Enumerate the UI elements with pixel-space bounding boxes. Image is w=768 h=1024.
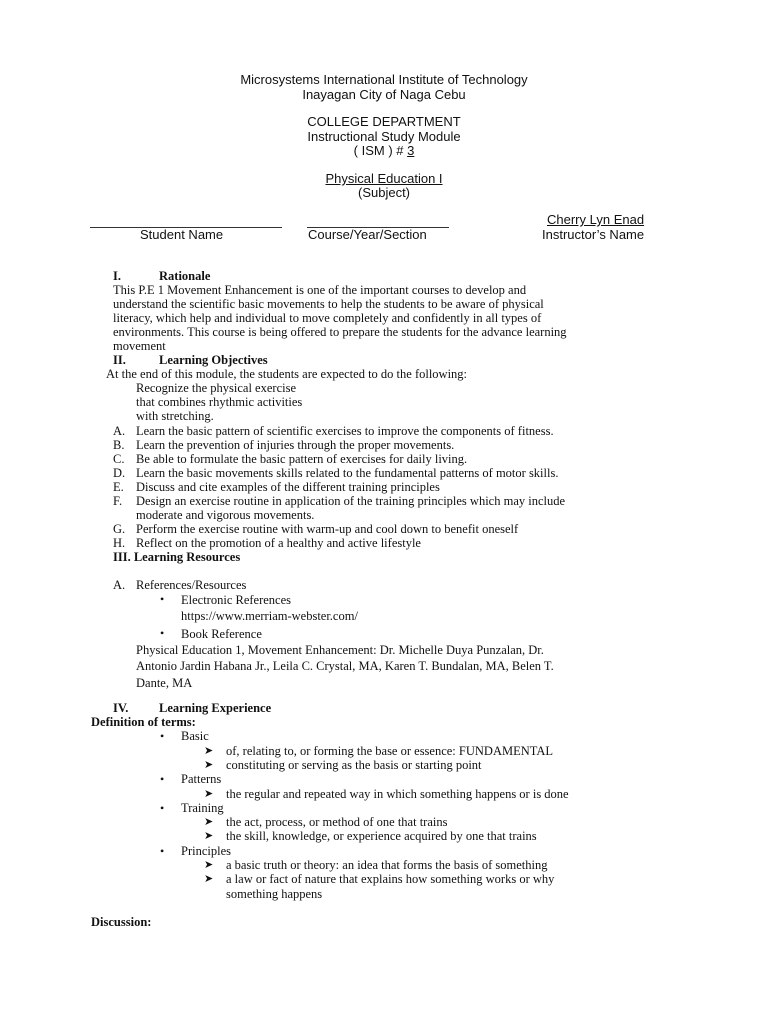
ism-number: 3 (407, 143, 415, 158)
term-definition-continuation: something happens (226, 887, 323, 901)
resources-label: References/Resources (136, 578, 247, 592)
objective-text: Learn the basic pattern of scientific exercises to improve the components of fitness. (136, 424, 554, 438)
rationale-line: understand the scientific basic movements to help the students to be aware of physical (113, 297, 544, 311)
objectives-sub-line: that combines rhythmic activities (136, 395, 303, 409)
term-definition: the skill, knowledge, or experience acquired by one that trains (226, 829, 537, 843)
subject-label: (Subject) (357, 185, 411, 200)
bullet-icon: • (160, 844, 165, 858)
ism-line (0, 143, 768, 158)
term-definition: a basic truth or theory: an idea that forms the basis of something (226, 858, 548, 872)
arrow-bullet-icon: ➤ (204, 830, 214, 842)
section-2-number: II. (113, 353, 126, 367)
book-reference-label: Book Reference (181, 627, 262, 641)
objective-letter: B. (113, 438, 125, 452)
bullet-icon: • (160, 592, 165, 606)
section-4-number: IV. (113, 701, 129, 715)
arrow-bullet-icon: ➤ (204, 759, 214, 771)
section-3-title: III. Learning Resources (113, 550, 241, 564)
objective-text: Design an exercise routine in application of the training principles which may include (136, 494, 566, 508)
term-definition: of, relating to, or forming the base or essence: FUNDAMENTAL (226, 744, 554, 758)
section-2-title: Learning Objectives (159, 353, 268, 367)
book-reference-line: Physical Education 1, Movement Enhancement: Dr. Michelle Duya Punzalan, Dr. (136, 643, 544, 657)
electronic-reference-url: https://www.merriam-webster.com/ (181, 609, 358, 623)
objective-letter: A. (113, 424, 126, 438)
bullet-icon: • (160, 772, 165, 786)
discussion-title: Discussion: (91, 915, 152, 929)
objective-text: Be able to formulate the basic pattern of exercises for daily living. (136, 452, 468, 466)
arrow-bullet-icon: ➤ (204, 745, 214, 757)
bullet-icon: • (160, 801, 165, 815)
term: Training (181, 801, 224, 815)
module-title: Instructional Study Module (307, 129, 461, 144)
instructor-name: Cherry Lyn Enad (547, 212, 645, 227)
arrow-bullet-icon: ➤ (204, 873, 214, 885)
book-reference-line: Antonio Jardin Habana Jr., Leila C. Crystal, MA, Karen T. Bundalan, MA, Belen T. (136, 659, 554, 673)
rationale-line: literacy, which help and individual to move completely and confidently in all types of (113, 311, 542, 325)
resources-letter: A. (113, 578, 126, 592)
electronic-references-label: Electronic References (181, 593, 292, 607)
rationale-line: movement (113, 339, 166, 353)
ism-prefix: ( ISM ) # (353, 143, 408, 158)
bullet-icon: • (160, 626, 165, 640)
objective-letter: F. (113, 494, 123, 508)
objective-text: moderate and vigorous movements. (136, 508, 315, 522)
bullet-icon: • (160, 729, 165, 743)
term-definition: constituting or serving as the basis or starting point (226, 758, 482, 772)
term: Basic (181, 729, 209, 743)
section-1-title: Rationale (159, 269, 211, 283)
objective-letter: H. (113, 536, 126, 550)
objectives-sub-line: with stretching. (136, 409, 214, 423)
course-label: Course/Year/Section (308, 227, 427, 242)
section-4-title: Learning Experience (159, 701, 272, 715)
objective-text: Learn the prevention of injuries through the proper movements. (136, 438, 455, 452)
institution-name: Microsystems International Institute of Technology (240, 72, 528, 87)
arrow-bullet-icon: ➤ (204, 788, 214, 800)
objective-letter: E. (113, 480, 124, 494)
objectives-intro: At the end of this module, the students are expected to do the following: (106, 367, 468, 381)
rationale-line: environments. This course is being offered to prepare the students for the advance learning (113, 325, 567, 339)
definitions-title: Definition of terms: (91, 715, 196, 729)
term-definition: the act, process, or method of one that trains (226, 815, 448, 829)
objective-letter: C. (113, 452, 125, 466)
term: Patterns (181, 772, 222, 786)
rationale-line: This P.E 1 Movement Enhancement is one of the important courses to develop and (113, 283, 527, 297)
objectives-sub-line: Recognize the physical exercise (136, 381, 296, 395)
term-definition: a law or fact of nature that explains how something works or why (226, 872, 555, 886)
arrow-bullet-icon: ➤ (204, 859, 214, 871)
subject-name: Physical Education I (325, 171, 443, 186)
section-1-number: I. (113, 269, 121, 283)
objective-text: Learn the basic movements skills related to the fundamental patterns of motor skills. (136, 466, 559, 480)
objective-text: Reflect on the promotion of a healthy and active lifestyle (136, 536, 421, 550)
objective-text: Discuss and cite examples of the different training principles (136, 480, 440, 494)
term-definition: the regular and repeated way in which something happens or is done (226, 787, 569, 801)
arrow-bullet-icon: ➤ (204, 816, 214, 828)
institution-city: Inayagan City of Naga Cebu (302, 87, 466, 102)
term: Principles (181, 844, 231, 858)
student-name-label: Student Name (140, 227, 224, 242)
instructor-label: Instructor’s Name (542, 227, 645, 242)
objective-text: Perform the exercise routine with warm-up and cool down to benefit oneself (136, 522, 519, 536)
objective-letter: D. (113, 466, 126, 480)
objective-letter: G. (113, 522, 126, 536)
department-title: COLLEGE DEPARTMENT (307, 114, 461, 129)
book-reference-line: Dante, MA (136, 676, 193, 690)
